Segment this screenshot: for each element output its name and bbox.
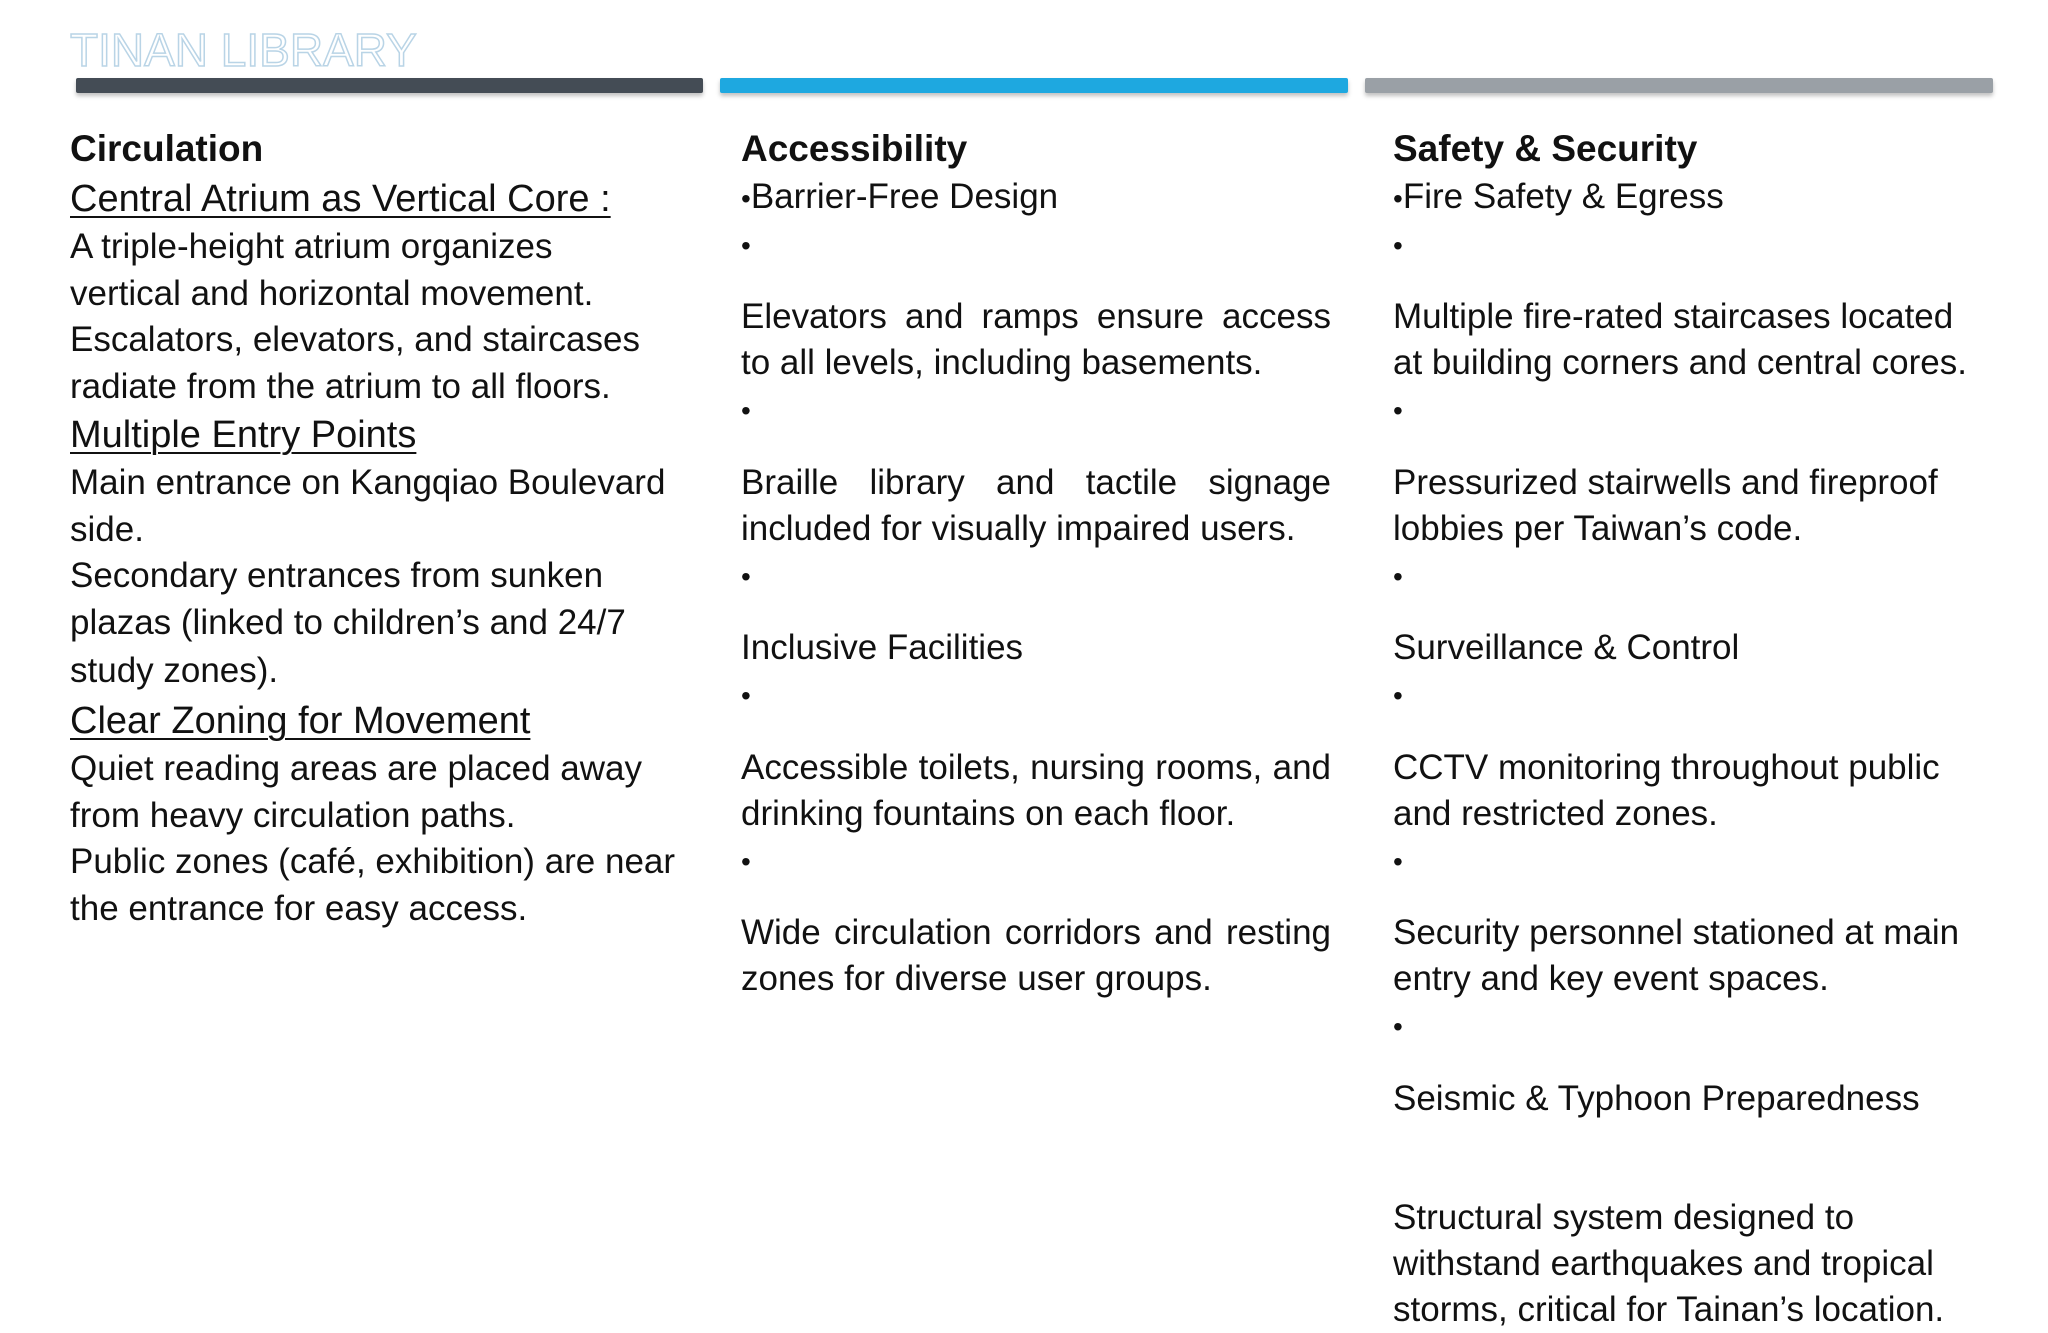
accessibility-bullet-row (741, 386, 1331, 433)
central-atrium-subheading: Central Atrium as Vertical Core : (70, 178, 611, 220)
bullet-icon: • (1393, 845, 1403, 877)
safety-line: and restricted zones. (1393, 793, 1718, 833)
circulation-line: plazas (linked to children’s and 24/7 (70, 602, 626, 642)
circulation-line: Main entrance on Kangqiao Boulevard (70, 463, 666, 502)
circulation-column (70, 124, 692, 932)
circulation-line: the entrance for easy access. (70, 888, 528, 928)
accent-bar-gray (1365, 78, 1993, 93)
accent-bar-dark (76, 78, 703, 93)
accessibility-heading: Accessibility (741, 128, 968, 169)
circulation-line: vertical and horizontal movement. (70, 273, 594, 313)
safety-line: Surveillance & Control (1393, 628, 1740, 667)
circulation-line: Quiet reading areas are placed away (70, 749, 643, 788)
safety-item (1393, 174, 1993, 221)
accessibility-item: Wide circulation corridors and resting zones for diverse user groups. (741, 913, 1331, 998)
safety-line: storms, critical for Tainan’s location. (1393, 1289, 1945, 1329)
bullet-icon: • (1393, 560, 1403, 592)
bullet-icon: • (741, 395, 751, 426)
accessibility-item: Accessible toilets, nursing rooms, and drinking fountains on each floor. (741, 747, 1331, 833)
bullet-icon: • (741, 229, 751, 261)
accessibility-bullet-row (741, 671, 1331, 718)
circulation-line: Public zones (café, exhibition) are near (70, 842, 676, 881)
safety-column (1393, 124, 1993, 1333)
bullet-icon: • (741, 560, 751, 592)
circulation-line: Escalators, elevators, and staircases (70, 320, 640, 359)
accessibility-item: Elevators and ramps ensure access to all levels, including basements. (741, 297, 1331, 382)
item-text: Barrier-Free Design (750, 177, 1059, 216)
safety-bullet-row (1393, 1002, 1993, 1049)
bullet-icon: • (1393, 1011, 1403, 1042)
safety-line: Pressurized stairwells and fireproof (1393, 462, 1938, 502)
circulation-line: from heavy circulation paths. (70, 795, 516, 835)
safety-line: Security personnel stationed at main (1393, 913, 1960, 952)
circulation-line: A triple-height atrium organizes (70, 227, 553, 266)
bullet-icon: • (741, 680, 751, 711)
safety-line: Multiple fire-rated staircases located (1393, 297, 1954, 336)
bullet-icon: • (1393, 395, 1403, 426)
accessibility-item (741, 174, 1331, 221)
safety-line: Seismic & Typhoon Preparedness (1393, 1078, 1920, 1118)
safety-bullet-row (1393, 552, 1993, 599)
bullet-icon: • (741, 845, 751, 877)
bullet-icon: • (1393, 680, 1403, 711)
accessibility-bullet-row (741, 837, 1331, 884)
clear-zoning-subheading: Clear Zoning for Movement (70, 700, 531, 742)
bullet-icon: • (1393, 183, 1403, 214)
accessibility-item: Inclusive Facilities (741, 628, 1024, 667)
safety-bullet-row (1393, 671, 1993, 718)
safety-bullet-row (1393, 221, 1993, 268)
safety-line: entry and key event spaces. (1393, 959, 1829, 998)
slide-title: TINAN LIBRARY (70, 24, 417, 76)
item-text: Fire Safety & Egress (1402, 177, 1724, 216)
bullet-icon: • (1393, 229, 1403, 261)
safety-line: CCTV monitoring throughout public (1393, 747, 1940, 787)
bullet-icon: • (741, 183, 751, 214)
accessibility-bullet-row (741, 221, 1331, 268)
accessibility-column (741, 124, 1331, 1002)
accessibility-bullet-row (741, 552, 1331, 599)
safety-line: withstand earthquakes and tropical (1393, 1243, 1934, 1283)
circulation-line: radiate from the atrium to all floors. (70, 366, 611, 406)
safety-bullet-row (1393, 386, 1993, 433)
safety-line: lobbies per Taiwan’s code. (1393, 508, 1803, 548)
safety-bullet-row (1393, 837, 1993, 884)
circulation-line: side. (70, 509, 144, 549)
accent-bar-blue (720, 78, 1348, 93)
multiple-entry-subheading: Multiple Entry Points (70, 414, 417, 456)
safety-heading: Safety & Security (1393, 128, 1698, 169)
safety-line: at building corners and central cores. (1393, 343, 1967, 382)
circulation-line: study zones). (70, 651, 279, 690)
safety-line: Structural system designed to (1393, 1197, 1855, 1237)
accessibility-item: Braille library and tactile signage included for visually impaired users. (741, 462, 1331, 548)
circulation-line: Secondary entrances from sunken (70, 556, 604, 595)
circulation-heading: Circulation (70, 128, 264, 169)
